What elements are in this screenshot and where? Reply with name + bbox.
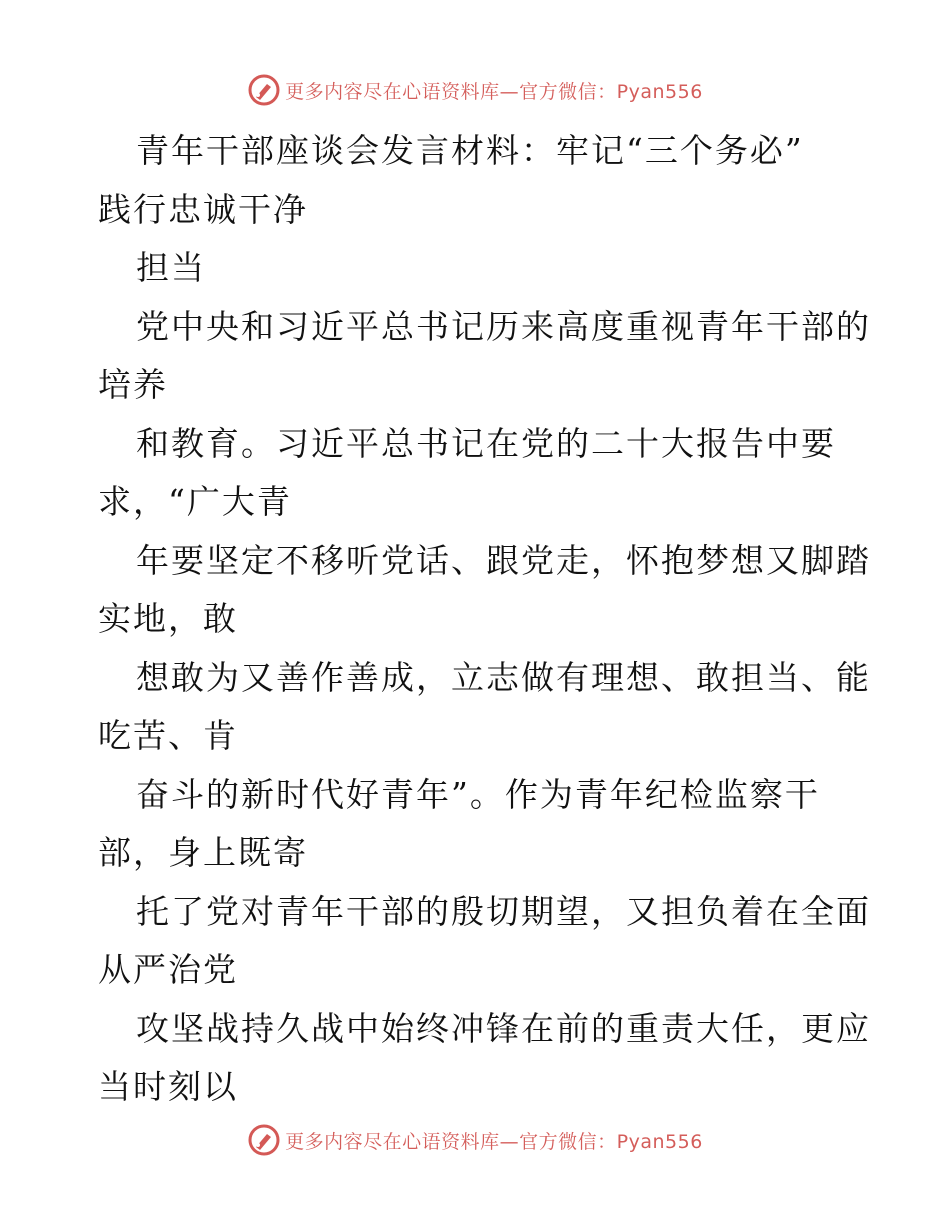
text-line: 担当	[136, 248, 206, 287]
text-line: 党中央和习近平总书记历来高度重视青年干部的	[136, 306, 871, 346]
document-body	[0, 122, 950, 1117]
text-line: 部，身上既寄	[98, 833, 308, 872]
text-line: 当时刻以	[98, 1067, 238, 1106]
text-line: 和教育。习近平总书记在党的二十大报告中要	[136, 423, 836, 463]
text-line: 年要坚定不移听党话、跟党走，怀抱梦想又脚踏	[136, 540, 871, 580]
text-line: 攻坚战持久战中始终冲锋在前的重责大任，更应	[136, 1008, 871, 1048]
watermark-text: 更多内容尽在心语资料库—官方微信：Pyan556	[285, 80, 703, 103]
text-line: 想敢为又善作善成，立志做有理想、敢担当、能	[136, 657, 871, 697]
text-line: 从严治党	[98, 950, 238, 989]
text-line: 践行忠诚干净	[98, 189, 308, 229]
text-line: 吃苦、肯	[98, 716, 238, 755]
text-line: 奋斗的新时代好青年”。作为青年纪检监察干	[136, 774, 820, 814]
header-watermark	[0, 70, 950, 110]
text-line: 托了党对青年干部的殷切期望，又担负着在全面	[136, 891, 871, 931]
text-line: 实地，敢	[98, 599, 238, 638]
pen-nib-circle-icon	[247, 1123, 281, 1157]
text-line: 青年干部座谈会发言材料：牢记“三个务必”	[136, 131, 804, 170]
watermark-text: 更多内容尽在心语资料库—官方微信：Pyan556	[285, 1130, 703, 1153]
text-line: 培养	[98, 365, 168, 404]
pen-nib-circle-icon	[247, 73, 281, 107]
footer-watermark	[0, 1120, 950, 1160]
text-line: 求，“广大青	[98, 482, 292, 521]
